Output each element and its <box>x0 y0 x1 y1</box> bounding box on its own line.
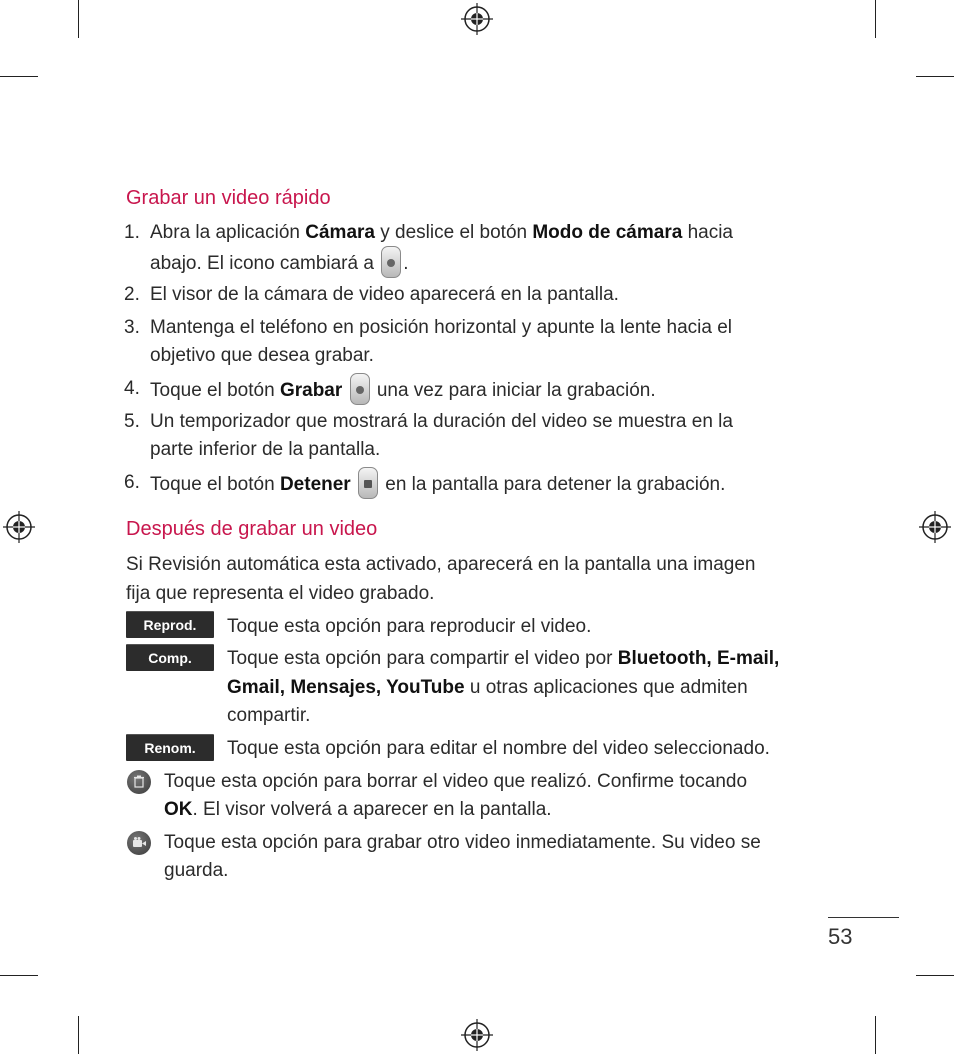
page-number-rule <box>828 917 899 918</box>
page-number: 53 <box>828 924 853 949</box>
step-number: 6. <box>124 472 140 493</box>
delete-description-line-1: Toque esta opción para borrar el video que realizó. Confirme tocando <box>164 771 748 792</box>
record-button-icon <box>350 373 370 405</box>
step-3-line-2: objetivo que desea grabar. <box>150 345 374 366</box>
share-description-line-3: compartir. <box>227 705 311 726</box>
share-button[interactable]: Comp. <box>126 644 214 671</box>
intro-line-1: Si Revisión automática esta activado, aparecerá en la pantalla una imagen <box>126 554 756 575</box>
share-description-line-1: Toque esta opción para compartir el video por Bluetooth, E-mail, <box>227 648 780 669</box>
step-number: 5. <box>124 411 140 432</box>
step-number: 4. <box>124 378 140 399</box>
crop-mark <box>78 0 79 38</box>
intro-line-2: fija que representa el video grabado. <box>126 583 435 604</box>
crop-mark <box>0 975 38 976</box>
crop-mark <box>875 0 876 38</box>
stop-button-icon <box>358 467 378 499</box>
registration-mark-icon <box>919 511 951 543</box>
step-3-line-1: Mantenga el teléfono en posición horizontal y apunte la lente hacia el <box>150 317 733 338</box>
step-1-line-1: Abra la aplicación Cámara y deslice el botón Modo de cámara hacia <box>150 222 733 243</box>
step-number: 2. <box>124 284 140 305</box>
step-number: 1. <box>124 222 140 243</box>
rename-button[interactable]: Renom. <box>126 734 214 761</box>
record-again-description-line-1: Toque esta opción para grabar otro video inmediatamente. Su video se <box>164 832 761 853</box>
play-description: Toque esta opción para reproducir el video. <box>227 616 592 637</box>
share-description-line-2: Gmail, Mensajes, YouTube u otras aplicaciones que admiten <box>227 677 748 698</box>
crop-mark <box>875 1016 876 1054</box>
step-5-line-2: parte inferior de la pantalla. <box>150 439 381 460</box>
record-again-description-line-2: guarda. <box>164 860 229 881</box>
crop-mark <box>916 975 954 976</box>
rename-description: Toque esta opción para editar el nombre del video seleccionado. <box>227 738 770 759</box>
step-5-line-1: Un temporizador que mostrará la duración del video se muestra en la <box>150 411 733 432</box>
video-camera-icon[interactable] <box>127 831 151 855</box>
video-mode-icon <box>381 246 401 278</box>
registration-mark-icon <box>3 511 35 543</box>
step-6-line-1: Toque el botón Detener en la pantalla para detener la grabación. <box>150 469 725 501</box>
play-button[interactable]: Reprod. <box>126 611 214 638</box>
crop-mark <box>78 1016 79 1054</box>
step-4-line-1: Toque el botón Grabar una vez para iniciar la grabación. <box>150 375 656 407</box>
section-heading-record-video: Grabar un video rápido <box>126 187 331 209</box>
step-2-line-1: El visor de la cámara de video aparecerá en la pantalla. <box>150 284 619 305</box>
step-number: 3. <box>124 317 140 338</box>
registration-mark-icon <box>461 3 493 35</box>
step-1-line-2: abajo. El icono cambiará a . <box>150 248 408 280</box>
delete-description-line-2: OK. El visor volverá a aparecer en la pantalla. <box>164 799 552 820</box>
trash-icon[interactable] <box>127 770 151 794</box>
crop-mark <box>916 76 954 77</box>
section-heading-after-recording: Después de grabar un video <box>126 518 378 540</box>
registration-mark-icon <box>461 1019 493 1051</box>
crop-mark <box>0 76 38 77</box>
